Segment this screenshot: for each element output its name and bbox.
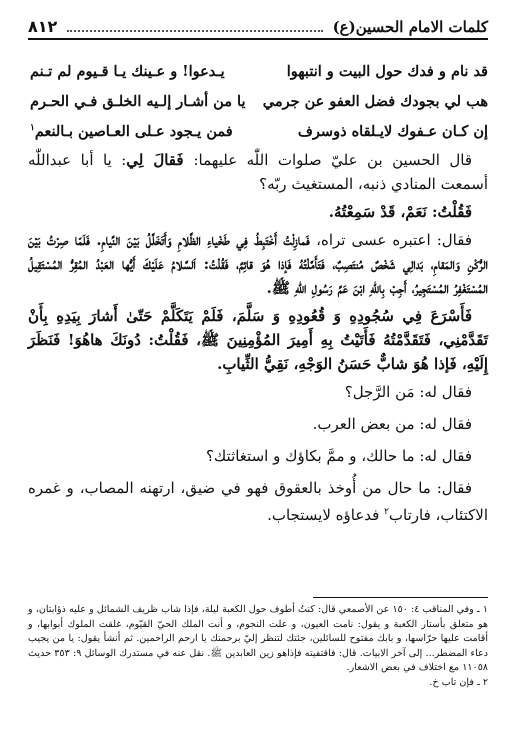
poem-block bbox=[30, 56, 488, 146]
poem-verse bbox=[30, 56, 488, 86]
poem-hemistich-left-wrap bbox=[30, 123, 233, 140]
footnote-ref: ٢ bbox=[384, 507, 389, 517]
footnote-rule bbox=[313, 597, 488, 598]
poem-hemistich-right: إن كـان عـفوك لايـلقاه ذوسرف bbox=[297, 122, 488, 140]
poem-verse bbox=[30, 86, 488, 116]
paragraph: فَأَسْرَعَ فِي سُجُودِهِ وَ قُعُودِهِ وَ سَلَّمَ، فَلَمْ يَتَكَلَّمْ حَتّىٰ أَشارَ بِيَدِهِ بِأَنْ تَقَدَّمْنِي، فَتَقَدَّمْتُهُ فَأَتَيْتُ بِهِ أَمِيرَ المُؤْمِنِينَ ﷺ، فَقُلْتُ: دُونَكَ هاهُوَ! فَنَظَرَ إِلَيْهِ، فَإذا هُوَ شابٌّ حَسَنُ الوَجْهِ، نَقِيُّ الثِّيابِ. bbox=[28, 307, 488, 373]
page-number: ٨١٢ bbox=[28, 17, 58, 36]
running-title: كلمات الامام الحسين(ع) bbox=[332, 18, 488, 36]
paragraph bbox=[28, 148, 488, 196]
main-text bbox=[28, 148, 488, 531]
poem-hemistich-right: هب لي بجودك فضل العفو عن جرمي bbox=[262, 92, 488, 110]
poem-hemistich-left: يا من أشـار إلـيه الخلـق فـي الحـرم bbox=[30, 92, 246, 110]
paragraph: فَقُلْتُ: نَعَمْ، قَدْ سَمِعْتُهُ. bbox=[328, 203, 472, 221]
footnote: ٢ ـ فإن تاب خ. bbox=[429, 676, 488, 688]
header-rule bbox=[28, 38, 488, 40]
paragraph-text: فدعاؤه لايستجاب. bbox=[267, 506, 385, 524]
quoted-speech: فَقالَ لِي bbox=[126, 151, 194, 169]
paragraph-text: قال الحسين بن عليّ صلوات اللّٰه عليهما: bbox=[193, 151, 472, 169]
poem-hemistich-left: يـدعوا! و عـينك يـا قـيوم لم تـنم bbox=[30, 62, 225, 80]
dialogue-line: فقال له: ما حالك، و ممَّ بكاؤك و استغاثتك؟ bbox=[205, 447, 472, 465]
paragraph bbox=[28, 228, 488, 300]
quoted-speech: فَمازِلْتُ أَخْتَبِطُ فِي طَخْياءِ الظَّلامِ وَأَتَخَلَّلُ بَيْنَ النِّيامِ. فَلَمّا صِرْتُ بَيْنَ الرُّكْنِ وَالمَقامِ، بَدالِي شَخْصٌ مُنتَصِبٌ، فَتَأَمَّلْتُهُ فَإذا هُوَ قائِمٌ، فَقُلْتُ: اَلسَّلامُ عَلَيْكَ أَيُّها العَبْدُ المُقِرُّ المُسْتَقِيلُ المُسْتَغْفِرُ المُسْتَجِيرُ، أَجِبْ بِاللّٰهِ ابْنَ عَمِّ رَسُولِ اللّٰهِ ﷺ. bbox=[28, 231, 488, 297]
footnotes bbox=[28, 603, 488, 690]
dialogue-line: فقال له: من بعض العرب. bbox=[312, 415, 472, 433]
dialogue-line: فقال له: مَن الرَّجل؟ bbox=[344, 383, 472, 401]
footnote-ref: ١ bbox=[30, 122, 35, 133]
poem-hemistich-left: فمن يـجود عـلى العـاصين بـالنعم bbox=[34, 122, 233, 140]
header-dotted-leader bbox=[67, 30, 322, 32]
paragraph-text: فقال: اعتبره عسى تراه، bbox=[316, 231, 472, 249]
poem-hemistich-right: قد نام و فدك حول البيت و انتبهوا bbox=[286, 62, 488, 80]
poem-verse bbox=[30, 116, 488, 146]
paragraph-text: : يا أبا عبداللّٰه أسمعت المنادي ذنبه، المستغيث ربّه؟ bbox=[28, 151, 488, 193]
paragraph-text: فقال: ما حال من أُوخذ بالعقوق فهو في ضيق، ارتهنه المصاب، و غمره الاكتئاب، فارتاب bbox=[28, 479, 488, 524]
footnote: ١ ـ وفي المناقب ٤: ١٥٠ عن الأصمعي قال: كنتُ أطوف حول الكعبة ليلة، فإذا شاب ظريف الشمائل و عليه ذؤابتان، و هو متعلق بأستار الكعبة و يقول: نامت العيون، و علت النجوم، و أنت الملك الحيّ القيّوم، غلقت الملوك أبوابها، و أقامت عليها حرّاسها، و بابك مفتوح للسائلين، جئتك لتنظر إليّ برحمتك يا ارحم الراحمين. ثم أنشأ يقول: يا من يجيب دعاء المضطر... إلى آخر الابيات. قال: فاقتفيته فإذاهو زين العابدين ﷺ. نقل عنه في مستدرك الوسائل ٩: ٣٥٣ حديث ١١٠٥٨ مع اختلاف في بعض الاشعار. bbox=[28, 604, 488, 673]
page-header bbox=[28, 12, 488, 36]
paragraph bbox=[28, 476, 488, 527]
